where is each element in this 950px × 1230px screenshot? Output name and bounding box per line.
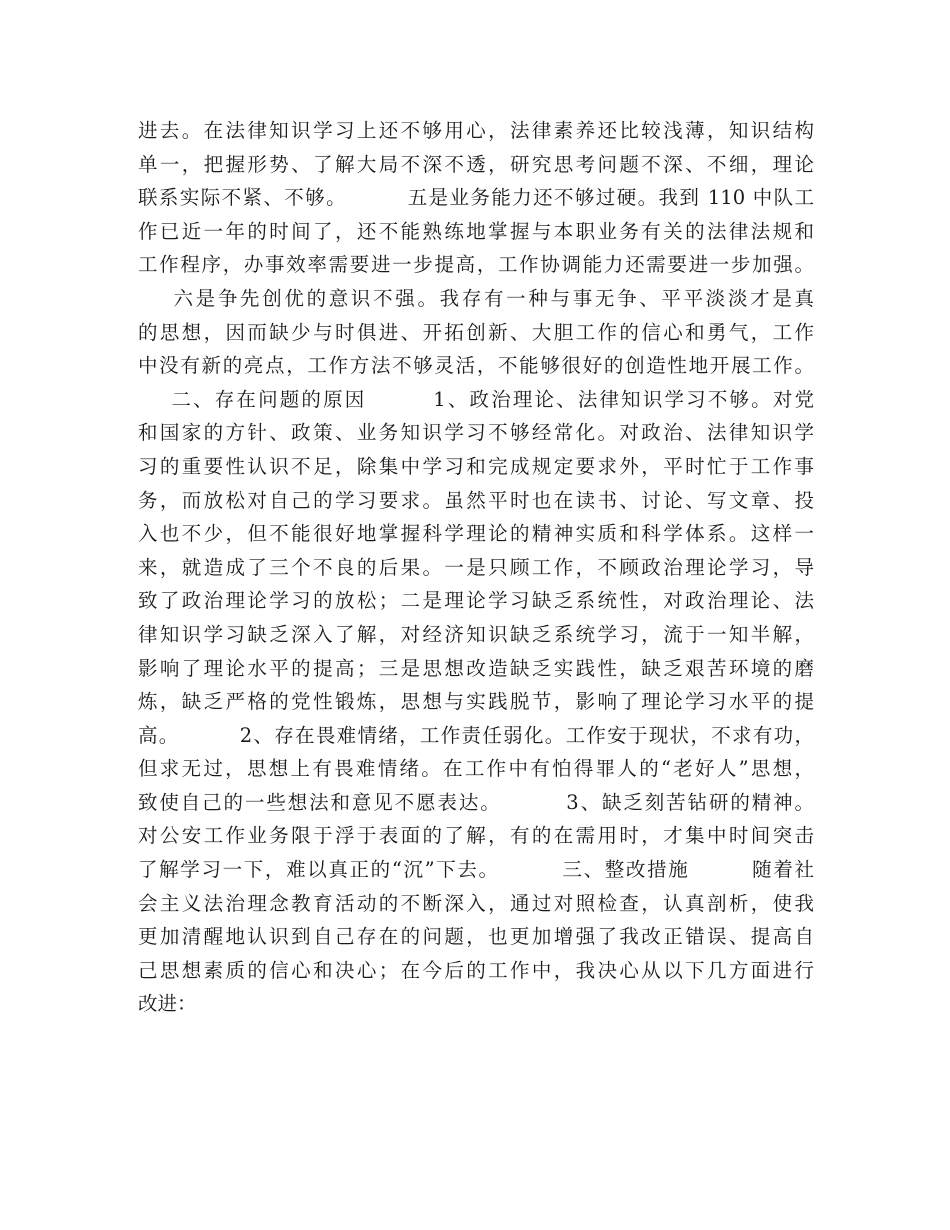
text-line: 炼，缺乏严格的党性锻炼，思想与实践脱节，影响了理论学习水平的提 <box>138 690 814 714</box>
text-line: 二、存在问题的原因 1、政治理论、法律知识学习不够。对党 <box>138 387 814 411</box>
text-line: 六是争先创优的意识不强。我存有一种与事无争、平平淡淡才是真 <box>138 286 814 310</box>
text-line: 会主义法治理念教育活动的不断深入，通过对照检查，认真剖析，使我 <box>138 891 814 915</box>
text-line: 习的重要性认识不足，除集中学习和完成规定要求外，平时忙于工作事 <box>138 454 814 478</box>
text-line: 和国家的方针、政策、业务知识学习不够经常化。对政治、法律知识学 <box>138 421 814 445</box>
text-line: 单一，把握形势、了解大局不深不透，研究思考问题不深、不细，理论 <box>138 152 814 176</box>
text-line: 改进： <box>138 992 197 1016</box>
text-line: 工作程序，办事效率需要进一步提高，工作协调能力还需要进一步加强。 <box>138 253 814 277</box>
text-line: 但求无过，思想上有畏难情绪。在工作中有怕得罪人的“老好人”思想， <box>138 757 814 781</box>
text-line: 务，而放松对自己的学习要求。虽然平时也在读书、讨论、写文章、投 <box>138 488 814 512</box>
text-line: 更加清醒地认识到自己存在的问题，也更加增强了我改正错误、提高自 <box>138 925 814 949</box>
text-line: 了解学习一下，难以真正的“沉”下去。 三、整改措施 随着社 <box>138 858 814 882</box>
text-line: 影响了理论水平的提高；三是思想改造缺乏实践性，缺乏艰苦环境的磨 <box>138 656 814 680</box>
text-line: 的思想，因而缺少与时俱进、开拓创新、大胆工作的信心和勇气，工作 <box>138 320 814 344</box>
text-line: 致了政治理论学习的放松；二是理论学习缺乏系统性，对政治理论、法 <box>138 589 814 613</box>
text-line: 进去。在法律知识学习上还不够用心，法律素养还比较浅薄，知识结构 <box>138 119 814 142</box>
text-line: 联系实际不紧、不够。 五是业务能力还不够过硬。我到 110 中队工 <box>138 186 814 210</box>
text-line: 中没有新的亮点，工作方法不够灵活，不能够很好的创造性地开展工作。 <box>138 354 814 378</box>
text-line: 律知识学习缺乏深入了解，对经济知识缺乏系统学习，流于一知半解， <box>138 622 814 646</box>
text-line: 对公安工作业务限于浮于表面的了解，有的在需用时，才集中时间突击 <box>138 824 814 848</box>
text-line: 致使自己的一些想法和意见不愿表达。 3、缺乏刻苦钻研的精神。 <box>138 790 814 814</box>
document-page <box>138 114 814 1021</box>
text-line: 己思想素质的信心和决心；在今后的工作中，我决心从以下几方面进行 <box>138 958 814 982</box>
text-line: 入也不少，但不能很好地掌握科学理论的精神实质和科学体系。这样一 <box>138 522 814 546</box>
text-line: 作已近一年的时间了，还不能熟练地掌握与本职业务有关的法律法规和 <box>138 219 814 243</box>
text-line: 高。 2、存在畏难情绪，工作责任弱化。工作安于现状，不求有功， <box>138 723 814 747</box>
text-line: 来，就造成了三个不良的后果。一是只顾工作，不顾政治理论学习，导 <box>138 555 814 579</box>
